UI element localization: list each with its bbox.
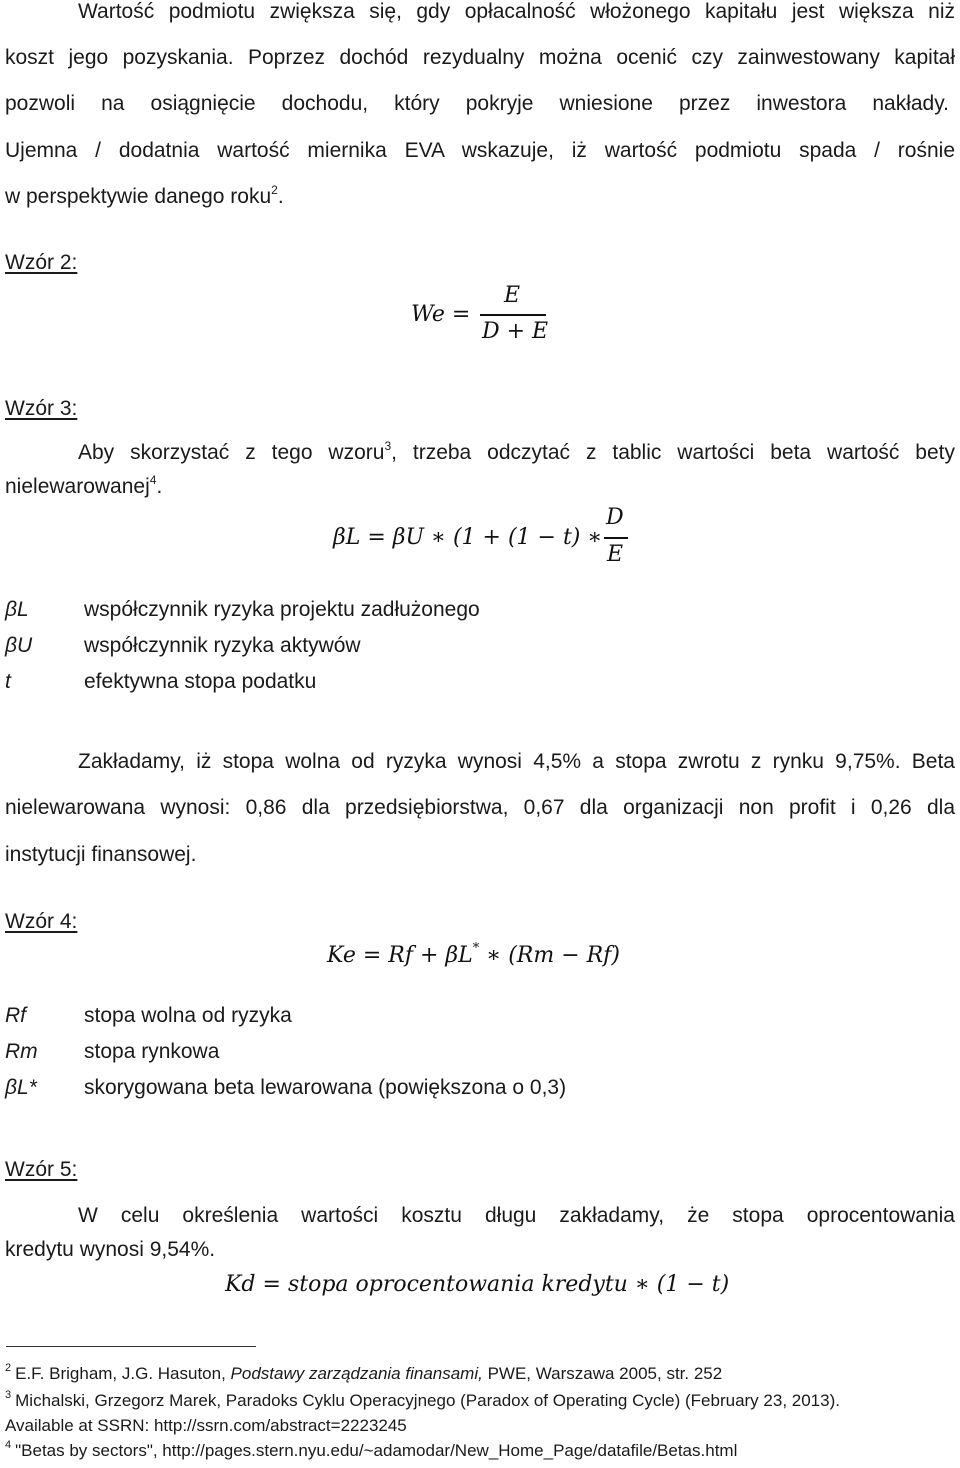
wzor-5-text-2: kredytu wynosi 9,54%. bbox=[5, 1238, 216, 1261]
wzor-2-fraction-bar bbox=[480, 314, 546, 316]
assumptions-line-2: nielewarowana wynosi: 0,86 dla przedsiębiorstwa, 0,67 dla organizacji non profit i 0,26 dla bbox=[5, 796, 955, 819]
intro-line-1: Wartość podmiotu zwiększa się, gdy opłacalność włożonego kapitału jest większa niż bbox=[78, 0, 955, 23]
footnote-3: $^3$ Michalski, Grzegorz Marek, Paradoks Cyklu Operacyjnego (Paradox of Operating Cycle) (February 23, 2013). bbox=[5, 1389, 840, 1410]
intro-line-4: Ujemna / dodatnia wartość miernika EVA wskazuje, iż wartość podmiotu spada / rośnie bbox=[5, 139, 955, 162]
footnote-ref-4: 4 bbox=[149, 473, 157, 487]
legend-desc-betaU: współczynnik ryzyka aktywów bbox=[84, 634, 361, 657]
assumptions-line-1: Zakładamy, iż stopa wolna od ryzyka wynosi 4,5% a stopa zwrotu z rynku 9,75%. Beta bbox=[78, 750, 955, 773]
legend-desc-Rf: stopa wolna od ryzyka bbox=[84, 1004, 292, 1027]
assumptions-line-3: instytucji finansowej. bbox=[5, 843, 197, 866]
wzor-5-formula: Kd = stopa oprocentowania kredytu ∗ (1 − t) bbox=[225, 1272, 730, 1297]
legend-symbol-t: t bbox=[5, 670, 11, 693]
footnote-2: $^2$ E.F. Brigham, J.G. Hasuton, Podstawy zarządzania finansami, PWE, Warszawa 2005, str. 252 bbox=[5, 1362, 723, 1383]
legend-symbol-betaU: βU bbox=[5, 634, 33, 657]
legend-symbol-betaL-star: βL* bbox=[5, 1076, 37, 1099]
wzor-2-numerator: E bbox=[504, 283, 521, 308]
legend-symbol-Rf: Rf bbox=[5, 1004, 26, 1027]
intro-line-3: pozwoli na osiągnięcie dochodu, który pokryje wniesione przez inwestora nakłady. bbox=[5, 92, 949, 115]
legend-desc-betaL-star: skorygowana beta lewarowana (powiększona o 0,3) bbox=[84, 1076, 567, 1099]
wzor-3-denominator: E bbox=[607, 542, 624, 567]
wzor-5-heading: Wzór 5: bbox=[5, 1158, 78, 1181]
footnote-3-continued: Available at SSRN: http://ssrn.com/abstract=2223245 bbox=[5, 1416, 407, 1435]
intro-line-5: w perspektywie danego roku$^2$. bbox=[5, 183, 284, 208]
wzor-4-heading: Wzór 4: bbox=[5, 910, 78, 933]
wzor-4-formula: Ke = Rf + βL* ∗ (Rm − Rf) bbox=[327, 941, 620, 968]
wzor-5-text-1: W celu określenia wartości kosztu długu zakładamy, że stopa oprocentowania bbox=[78, 1204, 955, 1227]
intro-line-2: koszt jego pozyskania. Poprzez dochód rezydualny można ocenić czy zainwestowany kapitał bbox=[5, 46, 955, 69]
wzor-3-text-1: Aby skorzystać z tego wzoru$^3$, trzeba odczytać z tablic wartości beta wartość bety bbox=[78, 439, 955, 464]
footnote-ref-2: 2 bbox=[271, 183, 278, 197]
legend-desc-betaL: współczynnik ryzyka projektu zadłużonego bbox=[84, 598, 480, 621]
legend-symbol-Rm: Rm bbox=[5, 1040, 38, 1063]
wzor-2-heading: Wzór 2: bbox=[5, 251, 78, 274]
legend-desc-Rm: stopa rynkowa bbox=[84, 1040, 220, 1063]
footnote-4: $^4$ "Betas by sectors", http://pages.stern.nyu.edu/~adamodar/New_Home_Page/datafile/Betas.html bbox=[5, 1439, 738, 1460]
wzor-3-heading: Wzór 3: bbox=[5, 397, 78, 420]
legend-symbol-betaL: βL bbox=[5, 598, 29, 621]
wzor-2-lhs: We = bbox=[411, 302, 471, 327]
footnote-separator bbox=[6, 1346, 256, 1347]
wzor-2-denominator: D + E bbox=[482, 319, 549, 344]
legend-desc-t: efektywna stopa podatku bbox=[84, 670, 317, 693]
wzor-3-text-2: nielewarowanej$^4$. bbox=[5, 473, 163, 498]
footnote-ref-3: 3 bbox=[384, 439, 392, 453]
wzor-3-numerator: D bbox=[606, 505, 624, 530]
wzor-3-formula: βL = βU ∗ (1 + (1 − t) ∗ bbox=[333, 525, 603, 550]
wzor-3-fraction-bar bbox=[604, 537, 628, 539]
